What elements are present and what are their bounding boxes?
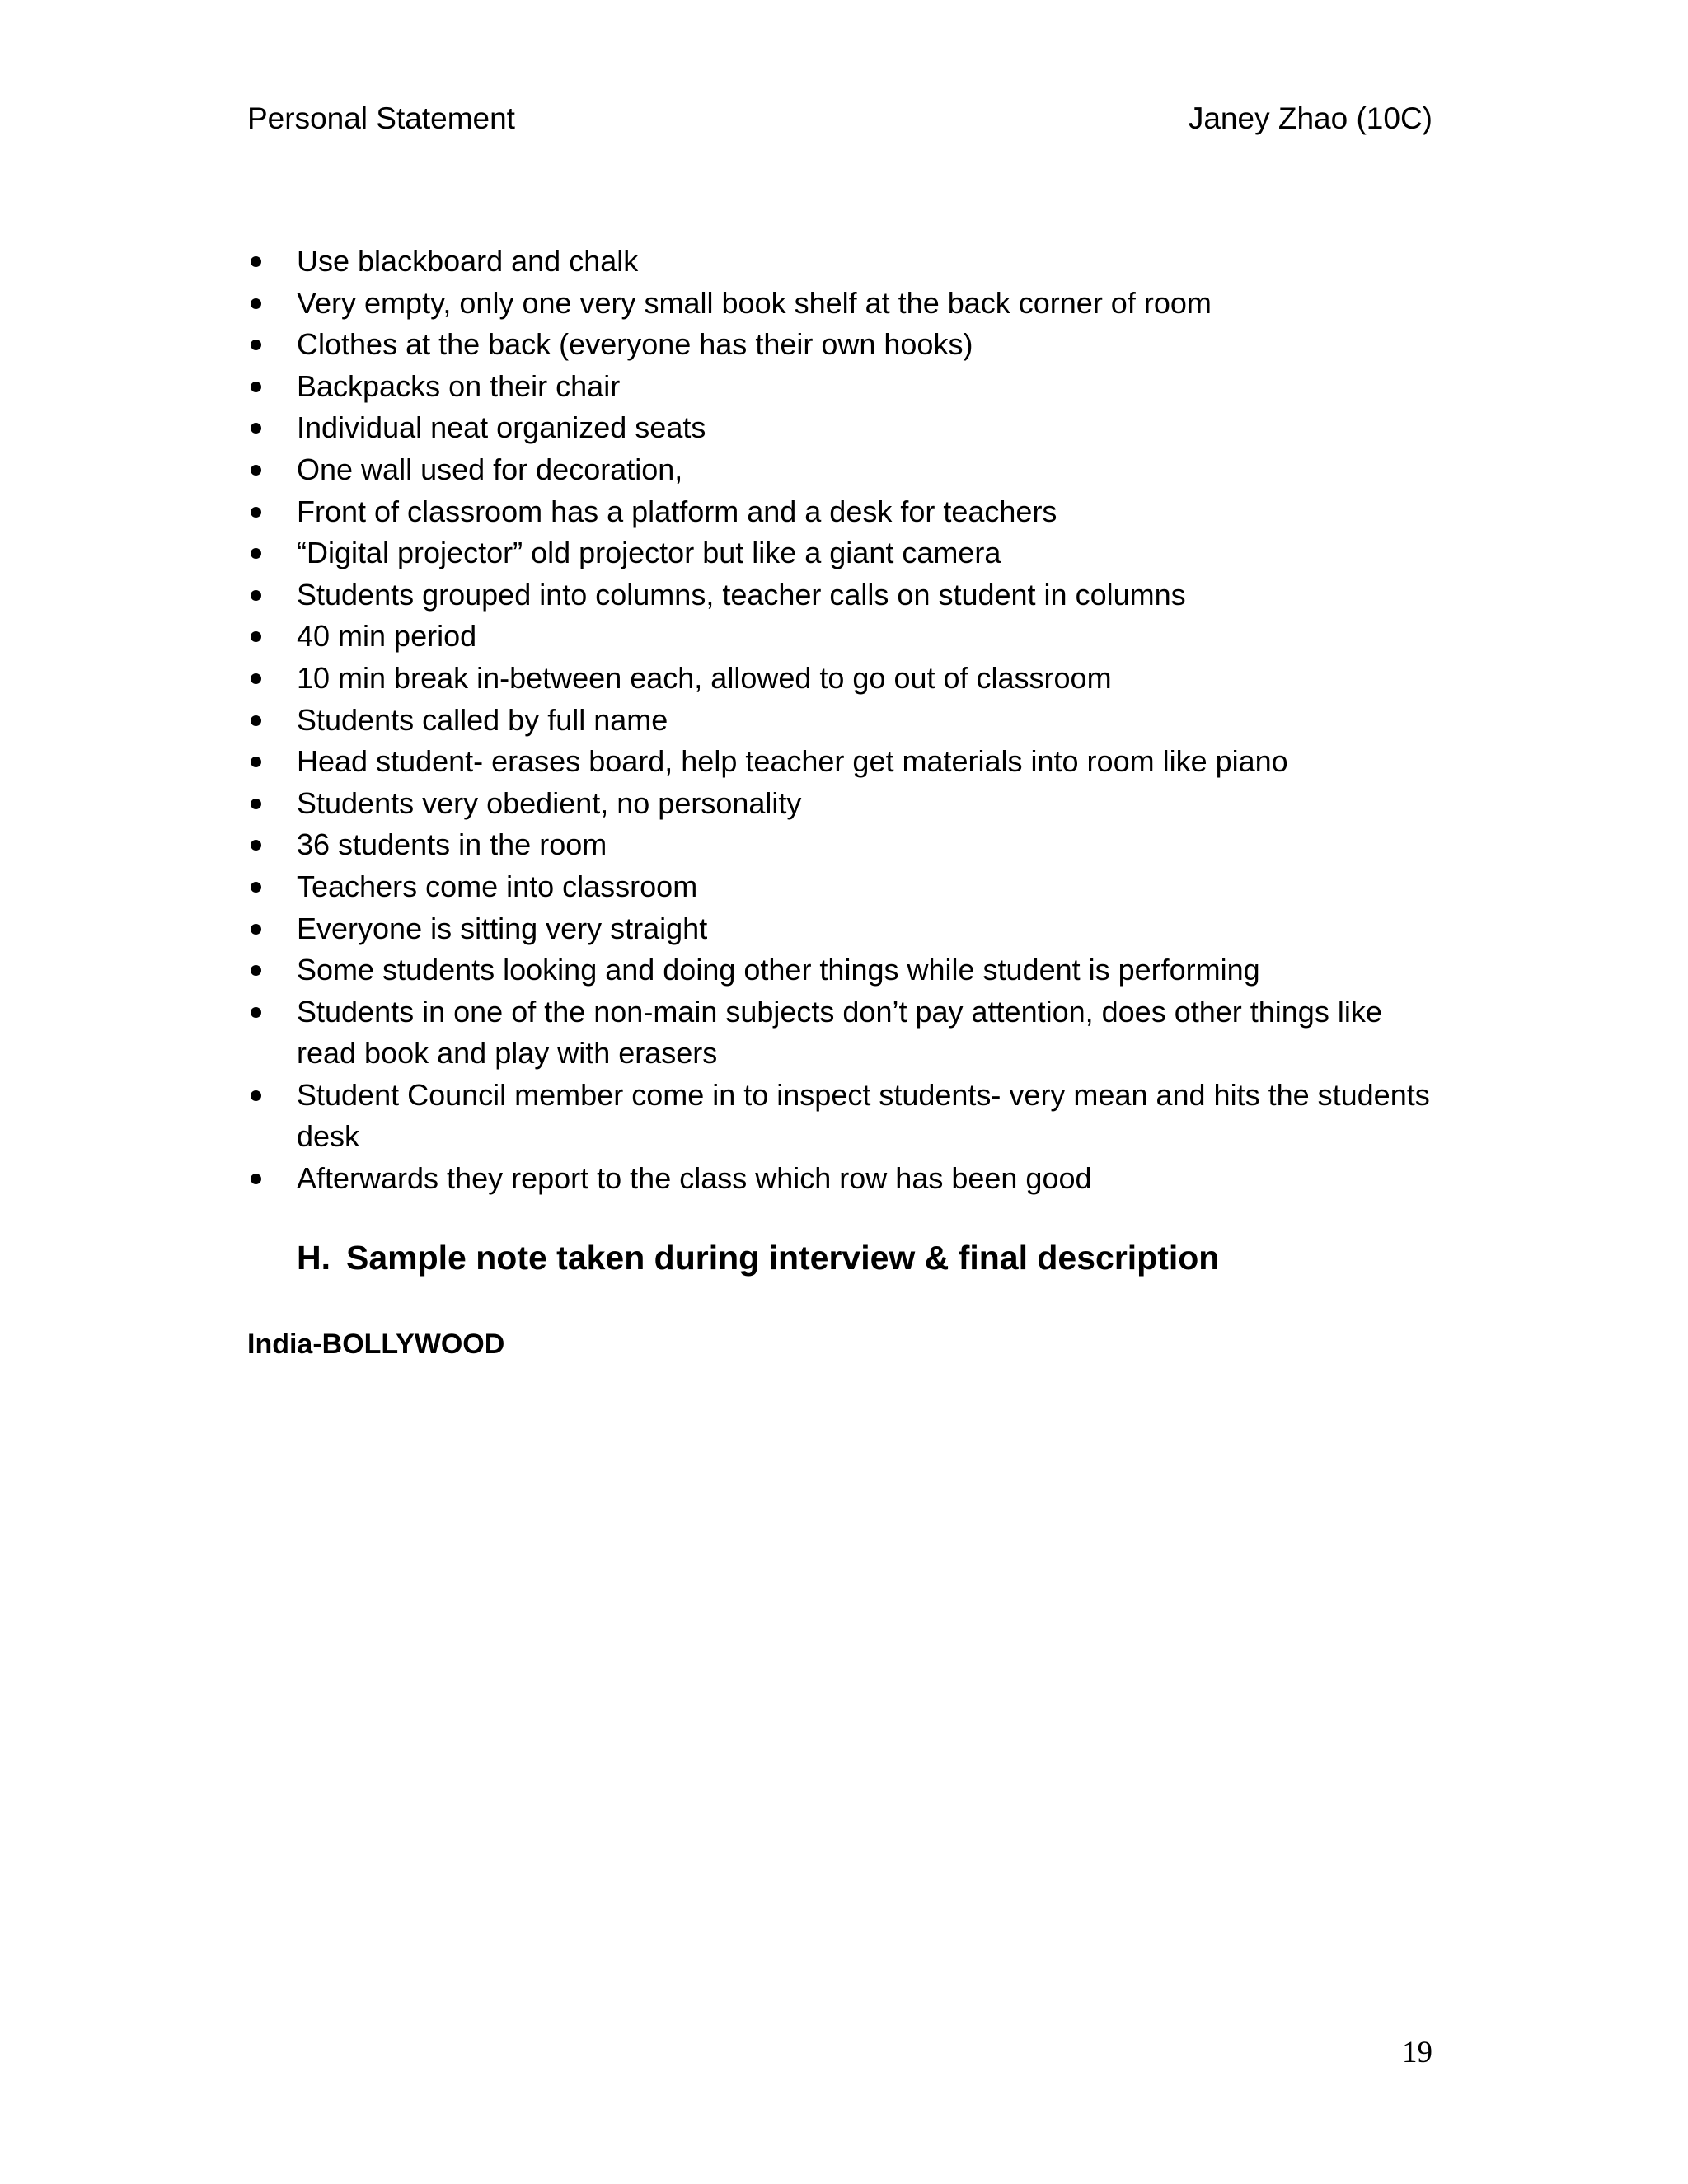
list-item: [247, 324, 1442, 366]
list-item: [247, 366, 1442, 408]
list-item-text: Individual neat organized seats: [297, 410, 706, 445]
list-item: [247, 1075, 1442, 1158]
list-item: [247, 741, 1442, 783]
bullet-icon: [251, 1174, 261, 1184]
list-item: [247, 283, 1442, 325]
bullet-icon: [251, 965, 261, 976]
bullet-icon: [251, 465, 261, 476]
section-heading: [297, 1235, 1219, 1281]
list-item: [247, 1158, 1442, 1200]
bullet-icon: [251, 631, 261, 642]
list-item-text: 40 min period: [297, 619, 477, 654]
bullet-icon: [251, 715, 261, 726]
bullet-icon: [251, 298, 261, 309]
list-item-text: “Digital projector” old projector but like a giant camera: [297, 536, 1001, 570]
bullet-icon: [251, 423, 261, 434]
header-title: Personal Statement: [247, 101, 515, 135]
list-item: [247, 824, 1442, 866]
list-item-text: One wall used for decoration,: [297, 452, 683, 486]
bullet-icon: [251, 1090, 261, 1101]
list-item-text: Backpacks on their chair: [297, 368, 621, 403]
list-item-text: Students called by full name: [297, 702, 668, 737]
list-item-text: Students in one of the non-main subjects don’t pay attention, does other things like read book and play with erasers: [297, 994, 1382, 1071]
list-item-text: Use blackboard and chalk: [297, 244, 639, 278]
list-item-text: Students grouped into columns, teacher calls on student in columns: [297, 577, 1186, 612]
header-author: Janey Zhao (10C): [1188, 101, 1432, 135]
list-item: [247, 449, 1442, 491]
list-item-text: Student Council member come in to inspect students- very mean and hits the students desk: [297, 1077, 1430, 1154]
section-title: Sample note taken during interview & final description: [346, 1239, 1220, 1277]
list-item-text: 36 students in the room: [297, 827, 607, 862]
bullet-icon: [251, 882, 261, 893]
bullet-icon: [251, 256, 261, 267]
bullet-icon: [251, 673, 261, 684]
bullet-icon: [251, 548, 261, 559]
list-item: [247, 908, 1442, 950]
list-item-text: Some students looking and doing other things while student is performing: [297, 953, 1260, 987]
list-item: [247, 866, 1442, 908]
bullet-icon: [251, 840, 261, 851]
list-item-text: Head student- erases board, help teacher get materials into room like piano: [297, 744, 1288, 779]
list-item: [247, 407, 1442, 449]
list-item-text: Very empty, only one very small book shelf at the back corner of room: [297, 285, 1212, 320]
list-item: [247, 949, 1442, 991]
list-item: [247, 574, 1442, 616]
list-item: [247, 532, 1442, 574]
section-letter: H.: [297, 1239, 331, 1277]
page-number: 19: [1402, 2036, 1432, 2069]
list-item: [247, 491, 1442, 533]
list-item-text: Teachers come into classroom: [297, 869, 698, 903]
list-item-text: Front of classroom has a platform and a desk for teachers: [297, 494, 1057, 528]
list-item-text: 10 min break in-between each, allowed to go out of classroom: [297, 660, 1112, 695]
list-item: [247, 700, 1442, 742]
bullet-icon: [251, 507, 261, 518]
list-item: [247, 991, 1442, 1075]
bullet-icon: [251, 590, 261, 601]
bullet-icon: [251, 340, 261, 350]
subheading: India-BOLLYWOOD: [247, 1329, 505, 1360]
bullet-icon: [251, 382, 261, 392]
list-item: [247, 241, 1442, 283]
list-item: [247, 658, 1442, 700]
list-item-text: Everyone is sitting very straight: [297, 911, 708, 945]
bullet-icon: [251, 1007, 261, 1018]
bullet-icon: [251, 924, 261, 935]
list-item-text: Afterwards they report to the class which row has been good: [297, 1161, 1092, 1196]
bullet-list: [247, 241, 1442, 1200]
list-item-text: Clothes at the back (everyone has their own hooks): [297, 327, 973, 362]
bullet-icon: [251, 757, 261, 767]
bullet-icon: [251, 799, 261, 809]
list-item: [247, 783, 1442, 825]
list-item-text: Students very obedient, no personality: [297, 785, 802, 820]
list-item: [247, 616, 1442, 658]
